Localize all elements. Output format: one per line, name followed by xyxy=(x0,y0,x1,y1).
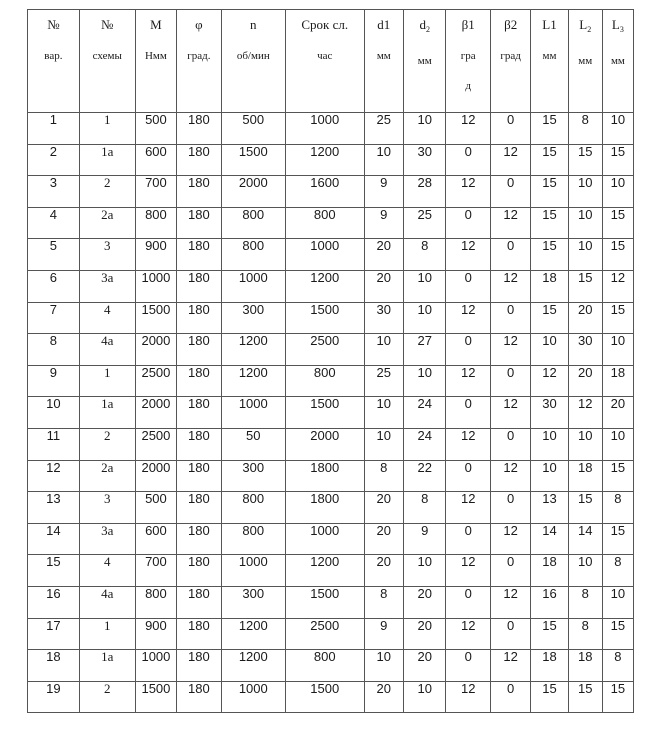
table-cell: 50 xyxy=(221,428,285,460)
table-cell: 6 xyxy=(28,270,80,302)
table-cell: 27 xyxy=(403,334,445,366)
table-row xyxy=(28,460,634,492)
table-cell: 10 xyxy=(602,586,633,618)
table-cell: 1200 xyxy=(221,618,285,650)
table-cell: 12 xyxy=(446,555,491,587)
table-cell: 15 xyxy=(568,144,602,176)
table-cell: 25 xyxy=(364,113,403,145)
table-cell: 3 xyxy=(79,239,135,271)
table-cell: 30 xyxy=(403,144,445,176)
table-cell: 20 xyxy=(364,239,403,271)
table-cell: 3а xyxy=(79,270,135,302)
table-cell: 8 xyxy=(403,492,445,524)
table-cell: 30 xyxy=(568,334,602,366)
table-cell: 1а xyxy=(79,650,135,682)
table-cell: 1 xyxy=(28,113,80,145)
table-cell: 1 xyxy=(79,618,135,650)
table-row xyxy=(28,492,634,524)
table-cell: 12 xyxy=(490,523,530,555)
table-row xyxy=(28,334,634,366)
header-l1: L1 мм xyxy=(531,10,568,113)
table-cell: 4 xyxy=(79,555,135,587)
table-cell: 30 xyxy=(531,397,568,429)
table-cell: 20 xyxy=(364,492,403,524)
table-cell: 180 xyxy=(177,176,222,208)
table-row xyxy=(28,397,634,429)
table-cell: 2000 xyxy=(135,460,176,492)
table-cell: 20 xyxy=(403,618,445,650)
table-cell: 14 xyxy=(28,523,80,555)
table-cell: 3 xyxy=(79,492,135,524)
table-cell: 2500 xyxy=(285,618,364,650)
table-cell: 180 xyxy=(177,523,222,555)
table-cell: 1500 xyxy=(285,302,364,334)
table-row xyxy=(28,365,634,397)
table-cell: 2500 xyxy=(135,428,176,460)
table-cell: 2000 xyxy=(135,334,176,366)
table-row xyxy=(28,650,634,682)
table-cell: 18 xyxy=(28,650,80,682)
table-cell: 18 xyxy=(531,270,568,302)
table-row xyxy=(28,270,634,302)
table-cell: 800 xyxy=(221,207,285,239)
table-cell: 0 xyxy=(446,397,491,429)
table-cell: 180 xyxy=(177,492,222,524)
table-cell: 0 xyxy=(446,650,491,682)
table-cell: 0 xyxy=(490,239,530,271)
table-cell: 15 xyxy=(602,618,633,650)
table-cell: 18 xyxy=(602,365,633,397)
table-cell: 24 xyxy=(403,428,445,460)
table-cell: 8 xyxy=(568,113,602,145)
table-cell: 15 xyxy=(531,113,568,145)
table-cell: 0 xyxy=(490,365,530,397)
table-cell: 8 xyxy=(364,460,403,492)
table-cell: 10 xyxy=(403,270,445,302)
table-cell: 8 xyxy=(602,555,633,587)
table-cell: 1000 xyxy=(221,555,285,587)
table-cell: 13 xyxy=(28,492,80,524)
table-cell: 0 xyxy=(490,302,530,334)
table-cell: 12 xyxy=(490,270,530,302)
table-cell: 1500 xyxy=(285,586,364,618)
table-cell: 1500 xyxy=(135,302,176,334)
table-cell: 700 xyxy=(135,176,176,208)
table-cell: 8 xyxy=(28,334,80,366)
table-cell: 180 xyxy=(177,365,222,397)
table-cell: 20 xyxy=(403,586,445,618)
table-cell: 4а xyxy=(79,334,135,366)
table-cell: 15 xyxy=(531,302,568,334)
table-cell: 1000 xyxy=(221,270,285,302)
table-cell: 0 xyxy=(446,460,491,492)
table-cell: 0 xyxy=(446,523,491,555)
table-cell: 9 xyxy=(28,365,80,397)
table-cell: 12 xyxy=(446,681,491,713)
table-cell: 12 xyxy=(446,239,491,271)
table-cell: 1200 xyxy=(221,650,285,682)
table-cell: 300 xyxy=(221,460,285,492)
table-cell: 180 xyxy=(177,334,222,366)
table-cell: 1а xyxy=(79,397,135,429)
table-cell: 4 xyxy=(28,207,80,239)
table-cell: 2000 xyxy=(135,397,176,429)
table-cell: 12 xyxy=(602,270,633,302)
table-cell: 800 xyxy=(285,207,364,239)
table-cell: 2а xyxy=(79,207,135,239)
table-cell: 8 xyxy=(364,586,403,618)
header-d2: $d_2$ мм xyxy=(403,10,445,113)
table-cell: 2 xyxy=(79,681,135,713)
table-cell: 12 xyxy=(446,618,491,650)
table-cell: 20 xyxy=(602,397,633,429)
table-cell: 800 xyxy=(221,523,285,555)
table-cell: 2500 xyxy=(135,365,176,397)
table-cell: 180 xyxy=(177,113,222,145)
table-cell: 2 xyxy=(28,144,80,176)
table-cell: 180 xyxy=(177,681,222,713)
table-cell: 30 xyxy=(364,302,403,334)
table-cell: 18 xyxy=(568,650,602,682)
variants-table xyxy=(27,9,634,713)
table-cell: 20 xyxy=(364,523,403,555)
table-cell: 180 xyxy=(177,302,222,334)
table-cell: 10 xyxy=(364,650,403,682)
table-row xyxy=(28,302,634,334)
table-cell: 2000 xyxy=(285,428,364,460)
table-cell: 20 xyxy=(568,365,602,397)
header-angle: φ град. xyxy=(177,10,222,113)
table-cell: 20 xyxy=(364,555,403,587)
table-cell: 25 xyxy=(403,207,445,239)
table-cell: 10 xyxy=(28,397,80,429)
table-cell: 9 xyxy=(364,176,403,208)
table-cell: 1200 xyxy=(285,144,364,176)
table-cell: 15 xyxy=(568,270,602,302)
table-cell: 10 xyxy=(403,555,445,587)
table-cell: 12 xyxy=(568,397,602,429)
table-cell: 0 xyxy=(490,176,530,208)
table-cell: 2 xyxy=(79,428,135,460)
header-variant-no: № вар. xyxy=(28,10,80,113)
table-cell: 12 xyxy=(490,334,530,366)
table-header xyxy=(28,10,634,113)
table-cell: 10 xyxy=(364,397,403,429)
table-cell: 300 xyxy=(221,586,285,618)
table-cell: 10 xyxy=(568,555,602,587)
table-cell: 0 xyxy=(446,144,491,176)
table-row xyxy=(28,523,634,555)
table-cell: 10 xyxy=(568,176,602,208)
table-cell: 800 xyxy=(135,586,176,618)
header-speed: n об/мин xyxy=(221,10,285,113)
table-cell: 28 xyxy=(403,176,445,208)
table-cell: 25 xyxy=(364,365,403,397)
table-cell: 10 xyxy=(568,428,602,460)
table-cell: 20 xyxy=(403,650,445,682)
table-cell: 16 xyxy=(28,586,80,618)
table-cell: 900 xyxy=(135,239,176,271)
table-cell: 14 xyxy=(531,523,568,555)
header-row xyxy=(28,10,634,113)
table-cell: 19 xyxy=(28,681,80,713)
table-cell: 10 xyxy=(602,176,633,208)
table-cell: 10 xyxy=(403,365,445,397)
table-cell: 900 xyxy=(135,618,176,650)
table-cell: 12 xyxy=(446,492,491,524)
table-cell: 1200 xyxy=(285,555,364,587)
table-cell: 1000 xyxy=(135,270,176,302)
table-cell: 14 xyxy=(568,523,602,555)
table-cell: 10 xyxy=(568,207,602,239)
header-beta2: β2 град xyxy=(490,10,530,113)
table-cell: 8 xyxy=(568,586,602,618)
table-cell: 15 xyxy=(531,144,568,176)
table-cell: 800 xyxy=(285,365,364,397)
table-cell: 15 xyxy=(531,176,568,208)
table-cell: 180 xyxy=(177,618,222,650)
table-cell: 10 xyxy=(403,681,445,713)
table-cell: 12 xyxy=(446,365,491,397)
table-cell: 7 xyxy=(28,302,80,334)
table-cell: 4а xyxy=(79,586,135,618)
table-cell: 1600 xyxy=(285,176,364,208)
table-cell: 10 xyxy=(531,334,568,366)
table-cell: 600 xyxy=(135,144,176,176)
table-cell: 1000 xyxy=(135,650,176,682)
table-cell: 180 xyxy=(177,239,222,271)
table-cell: 8 xyxy=(403,239,445,271)
header-scheme-no: № схемы xyxy=(79,10,135,113)
table-cell: 1 xyxy=(79,365,135,397)
table-cell: 20 xyxy=(364,681,403,713)
table-cell: 1500 xyxy=(135,681,176,713)
header-l2: $L_2$ мм xyxy=(568,10,602,113)
table-cell: 12 xyxy=(531,365,568,397)
table-row xyxy=(28,176,634,208)
table-cell: 1000 xyxy=(221,681,285,713)
table-cell: 180 xyxy=(177,460,222,492)
table-cell: 20 xyxy=(568,302,602,334)
table-cell: 12 xyxy=(446,302,491,334)
table-cell: 20 xyxy=(364,270,403,302)
table-cell: 0 xyxy=(446,207,491,239)
table-cell: 10 xyxy=(602,428,633,460)
table-cell: 180 xyxy=(177,555,222,587)
table-row xyxy=(28,428,634,460)
table-cell: 0 xyxy=(490,428,530,460)
table-cell: 300 xyxy=(221,302,285,334)
table-cell: 12 xyxy=(490,650,530,682)
table-cell: 500 xyxy=(221,113,285,145)
header-d1: d1 мм xyxy=(364,10,403,113)
table-cell: 22 xyxy=(403,460,445,492)
table-cell: 15 xyxy=(568,681,602,713)
table-cell: 5 xyxy=(28,239,80,271)
table-cell: 12 xyxy=(490,397,530,429)
table-cell: 9 xyxy=(364,618,403,650)
table-cell: 10 xyxy=(602,334,633,366)
table-cell: 15 xyxy=(602,523,633,555)
table-cell: 4 xyxy=(79,302,135,334)
header-moment: М Нмм xyxy=(135,10,176,113)
table-cell: 12 xyxy=(446,428,491,460)
table-cell: 15 xyxy=(531,239,568,271)
table-cell: 0 xyxy=(490,681,530,713)
table-cell: 0 xyxy=(490,492,530,524)
table-cell: 600 xyxy=(135,523,176,555)
table-cell: 16 xyxy=(531,586,568,618)
table-cell: 12 xyxy=(446,176,491,208)
header-service-life: Срок сл. час xyxy=(285,10,364,113)
table-cell: 9 xyxy=(364,207,403,239)
document-page xyxy=(27,9,634,713)
table-cell: 1200 xyxy=(285,270,364,302)
table-cell: 1200 xyxy=(221,365,285,397)
table-cell: 1500 xyxy=(285,397,364,429)
header-beta1: β1 гра д xyxy=(446,10,491,113)
table-cell: 15 xyxy=(602,302,633,334)
table-cell: 1800 xyxy=(285,492,364,524)
table-cell: 1а xyxy=(79,144,135,176)
table-cell: 800 xyxy=(285,650,364,682)
table-cell: 10 xyxy=(531,428,568,460)
table-cell: 1500 xyxy=(285,681,364,713)
table-cell: 12 xyxy=(28,460,80,492)
table-cell: 24 xyxy=(403,397,445,429)
table-cell: 2500 xyxy=(285,334,364,366)
table-cell: 15 xyxy=(531,618,568,650)
table-cell: 0 xyxy=(490,555,530,587)
table-cell: 18 xyxy=(531,555,568,587)
table-cell: 8 xyxy=(602,650,633,682)
table-cell: 1200 xyxy=(221,334,285,366)
table-cell: 0 xyxy=(446,270,491,302)
table-cell: 180 xyxy=(177,144,222,176)
table-cell: 15 xyxy=(602,681,633,713)
table-cell: 180 xyxy=(177,428,222,460)
table-cell: 8 xyxy=(602,492,633,524)
table-cell: 12 xyxy=(490,586,530,618)
table-cell: 700 xyxy=(135,555,176,587)
table-cell: 15 xyxy=(568,492,602,524)
table-cell: 12 xyxy=(490,460,530,492)
table-cell: 15 xyxy=(28,555,80,587)
table-row xyxy=(28,586,634,618)
table-row xyxy=(28,207,634,239)
table-cell: 800 xyxy=(135,207,176,239)
table-cell: 12 xyxy=(490,144,530,176)
table-cell: 0 xyxy=(490,618,530,650)
table-cell: 1 xyxy=(79,113,135,145)
table-row xyxy=(28,681,634,713)
table-cell: 10 xyxy=(531,460,568,492)
table-cell: 1800 xyxy=(285,460,364,492)
table-cell: 9 xyxy=(403,523,445,555)
table-cell: 3а xyxy=(79,523,135,555)
table-cell: 10 xyxy=(602,113,633,145)
table-cell: 15 xyxy=(531,207,568,239)
table-row xyxy=(28,239,634,271)
table-cell: 0 xyxy=(490,113,530,145)
table-row xyxy=(28,555,634,587)
table-cell: 0 xyxy=(446,334,491,366)
table-cell: 10 xyxy=(364,428,403,460)
table-cell: 15 xyxy=(602,207,633,239)
table-cell: 800 xyxy=(221,239,285,271)
table-cell: 10 xyxy=(364,144,403,176)
table-cell: 0 xyxy=(446,586,491,618)
table-cell: 10 xyxy=(403,113,445,145)
table-cell: 15 xyxy=(602,239,633,271)
table-cell: 12 xyxy=(490,207,530,239)
table-cell: 8 xyxy=(568,618,602,650)
table-cell: 10 xyxy=(403,302,445,334)
header-l3: $L_3$ мм xyxy=(602,10,633,113)
table-cell: 3 xyxy=(28,176,80,208)
table-cell: 18 xyxy=(531,650,568,682)
table-row xyxy=(28,113,634,145)
table-cell: 180 xyxy=(177,586,222,618)
table-cell: 180 xyxy=(177,650,222,682)
table-cell: 15 xyxy=(531,681,568,713)
table-cell: 500 xyxy=(135,492,176,524)
table-cell: 180 xyxy=(177,207,222,239)
table-cell: 1000 xyxy=(221,397,285,429)
table-cell: 800 xyxy=(221,492,285,524)
table-cell: 2000 xyxy=(221,176,285,208)
table-cell: 17 xyxy=(28,618,80,650)
table-cell: 18 xyxy=(568,460,602,492)
table-cell: 1500 xyxy=(221,144,285,176)
table-cell: 500 xyxy=(135,113,176,145)
table-cell: 15 xyxy=(602,144,633,176)
table-cell: 2а xyxy=(79,460,135,492)
table-cell: 11 xyxy=(28,428,80,460)
table-cell: 2 xyxy=(79,176,135,208)
table-body xyxy=(28,113,634,713)
table-row xyxy=(28,144,634,176)
table-cell: 1000 xyxy=(285,113,364,145)
table-cell: 10 xyxy=(364,334,403,366)
table-cell: 1000 xyxy=(285,239,364,271)
table-cell: 12 xyxy=(446,113,491,145)
table-cell: 180 xyxy=(177,270,222,302)
table-cell: 10 xyxy=(568,239,602,271)
table-row xyxy=(28,618,634,650)
table-cell: 180 xyxy=(177,397,222,429)
table-cell: 13 xyxy=(531,492,568,524)
table-cell: 1000 xyxy=(285,523,364,555)
table-cell: 15 xyxy=(602,460,633,492)
